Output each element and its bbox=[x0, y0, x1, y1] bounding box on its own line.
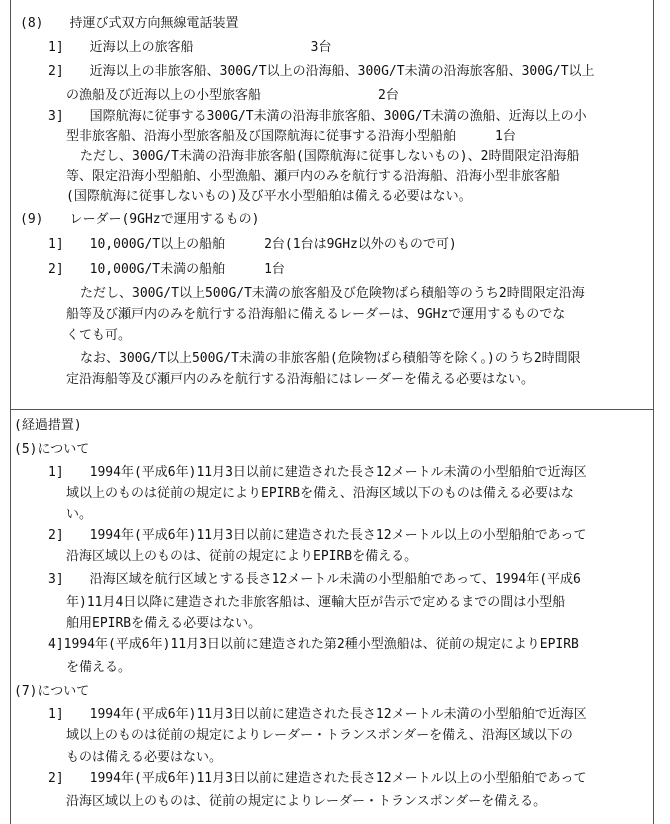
section-divider bbox=[10, 409, 654, 410]
note-8-line3: (国際航海に従事しないもの)及び平水小型船舶は備える必要はない。 bbox=[66, 189, 472, 204]
note-9b-line2: 定沿海船等及び瀬戸内のみを航行する沿海船にはレーダーを備える必要はない。 bbox=[66, 372, 535, 387]
item-8-3: 3] 国際航海に従事する300G/T未満の沿海非旅客船、300G/T未満の漁船、近海以上の小 bbox=[48, 109, 587, 124]
subheading-7: (7)について bbox=[14, 684, 90, 699]
note-8-line2: 等、限定沿海小型船舶、小型漁船、瀬戸内のみを航行する沿海船、沿海小型非旅客船 bbox=[66, 169, 561, 184]
item-8-2-cont: の漁船及び近海以上の小型旅客船 2台 bbox=[66, 88, 399, 103]
note-9-line2: 船等及び瀬戸内のみを航行する沿海船に備えるレーダーは、9GHzで運用するものでな bbox=[66, 307, 566, 322]
item-5-3-cont2: 舶用EPIRBを備える必要はない。 bbox=[66, 616, 262, 631]
item-8-2: 2] 近海以上の非旅客船、300G/T以上の沿海船、300G/T未満の沿海旅客船、300G/T以上 bbox=[48, 64, 595, 79]
item-5-2: 2] 1994年(平成6年)11月3日以前に建造された長さ12メートル以上の小型船舶であって bbox=[48, 528, 587, 543]
item-5-3: 3] 沿海区域を航行区域とする長さ12メートル未満の小型船舶であって、1994年(平成6 bbox=[48, 572, 581, 587]
item-7-2: 2] 1994年(平成6年)11月3日以前に建造された長さ12メートル以上の小型船舶であって bbox=[48, 771, 587, 786]
transitional-heading: (経過措置) bbox=[14, 418, 82, 433]
subheading-5: (5)について bbox=[14, 442, 90, 457]
note-9-line3: くても可。 bbox=[66, 328, 132, 343]
item-5-3-cont1: 年)11月4日以降に建造された非旅客船は、運輸大臣が告示で定めるまでの間は小型船 bbox=[66, 595, 566, 610]
item-7-1-cont1: 域以上のものは従前の規定によりレーダー・トランスポンダーを備え、沿海区域以下の bbox=[66, 728, 573, 743]
note-9-line1: ただし、300G/T以上500G/T未満の旅客船及び危険物ばら積船等のうち2時間限定沿海 bbox=[80, 286, 585, 301]
item-7-2-cont: 沿海区域以上のものは、従前の規定によりレーダー・トランスポンダーを備える。 bbox=[66, 794, 547, 809]
item-5-1: 1] 1994年(平成6年)11月3日以前に建造された長さ12メートル未満の小型船舶で近海区 bbox=[48, 465, 587, 480]
item-5-2-cont: 沿海区域以上のものは、従前の規定によりEPIRBを備える。 bbox=[66, 549, 418, 564]
item-5-4: 4]1994年(平成6年)11月3日以前に建造された第2種小型漁船は、従前の規定によりEPIRB bbox=[48, 637, 579, 652]
item-7-1-cont2: ものは備える必要はない。 bbox=[66, 750, 223, 765]
heading-8: (8) 持運び式双方向無線電話装置 bbox=[20, 16, 239, 31]
item-5-4-cont: を備える。 bbox=[66, 660, 132, 675]
item-5-1-cont1: 域以上のものは従前の規定によりEPIRBを備え、沿海区域以下のものは備える必要はな bbox=[66, 486, 574, 501]
item-9-2: 2] 10,000G/T未満の船舶 1台 bbox=[48, 262, 285, 277]
item-7-1: 1] 1994年(平成6年)11月3日以前に建造された長さ12メートル未満の小型船舶で近海区 bbox=[48, 707, 587, 722]
heading-9: (9) レーダー(9GHzで運用するもの) bbox=[20, 212, 260, 227]
item-5-1-cont2: い。 bbox=[66, 507, 93, 522]
item-8-1: 1] 近海以上の旅客船 3台 bbox=[48, 40, 332, 55]
note-9b-line1: なお、300G/T以上500G/T未満の非旅客船(危険物ばら積船等を除く。)のうち2時間限 bbox=[80, 351, 581, 366]
item-9-1: 1] 10,000G/T以上の船舶 2台(1台は9GHz以外のもので可) bbox=[48, 237, 457, 252]
note-8-line1: ただし、300G/T未満の沿海非旅客船(国際航海に従事しないもの)、2時間限定沿海船 bbox=[80, 149, 580, 164]
item-8-3-cont: 型非旅客船、沿海小型旅客船及び国際航海に従事する沿海小型船舶 1台 bbox=[66, 129, 516, 144]
